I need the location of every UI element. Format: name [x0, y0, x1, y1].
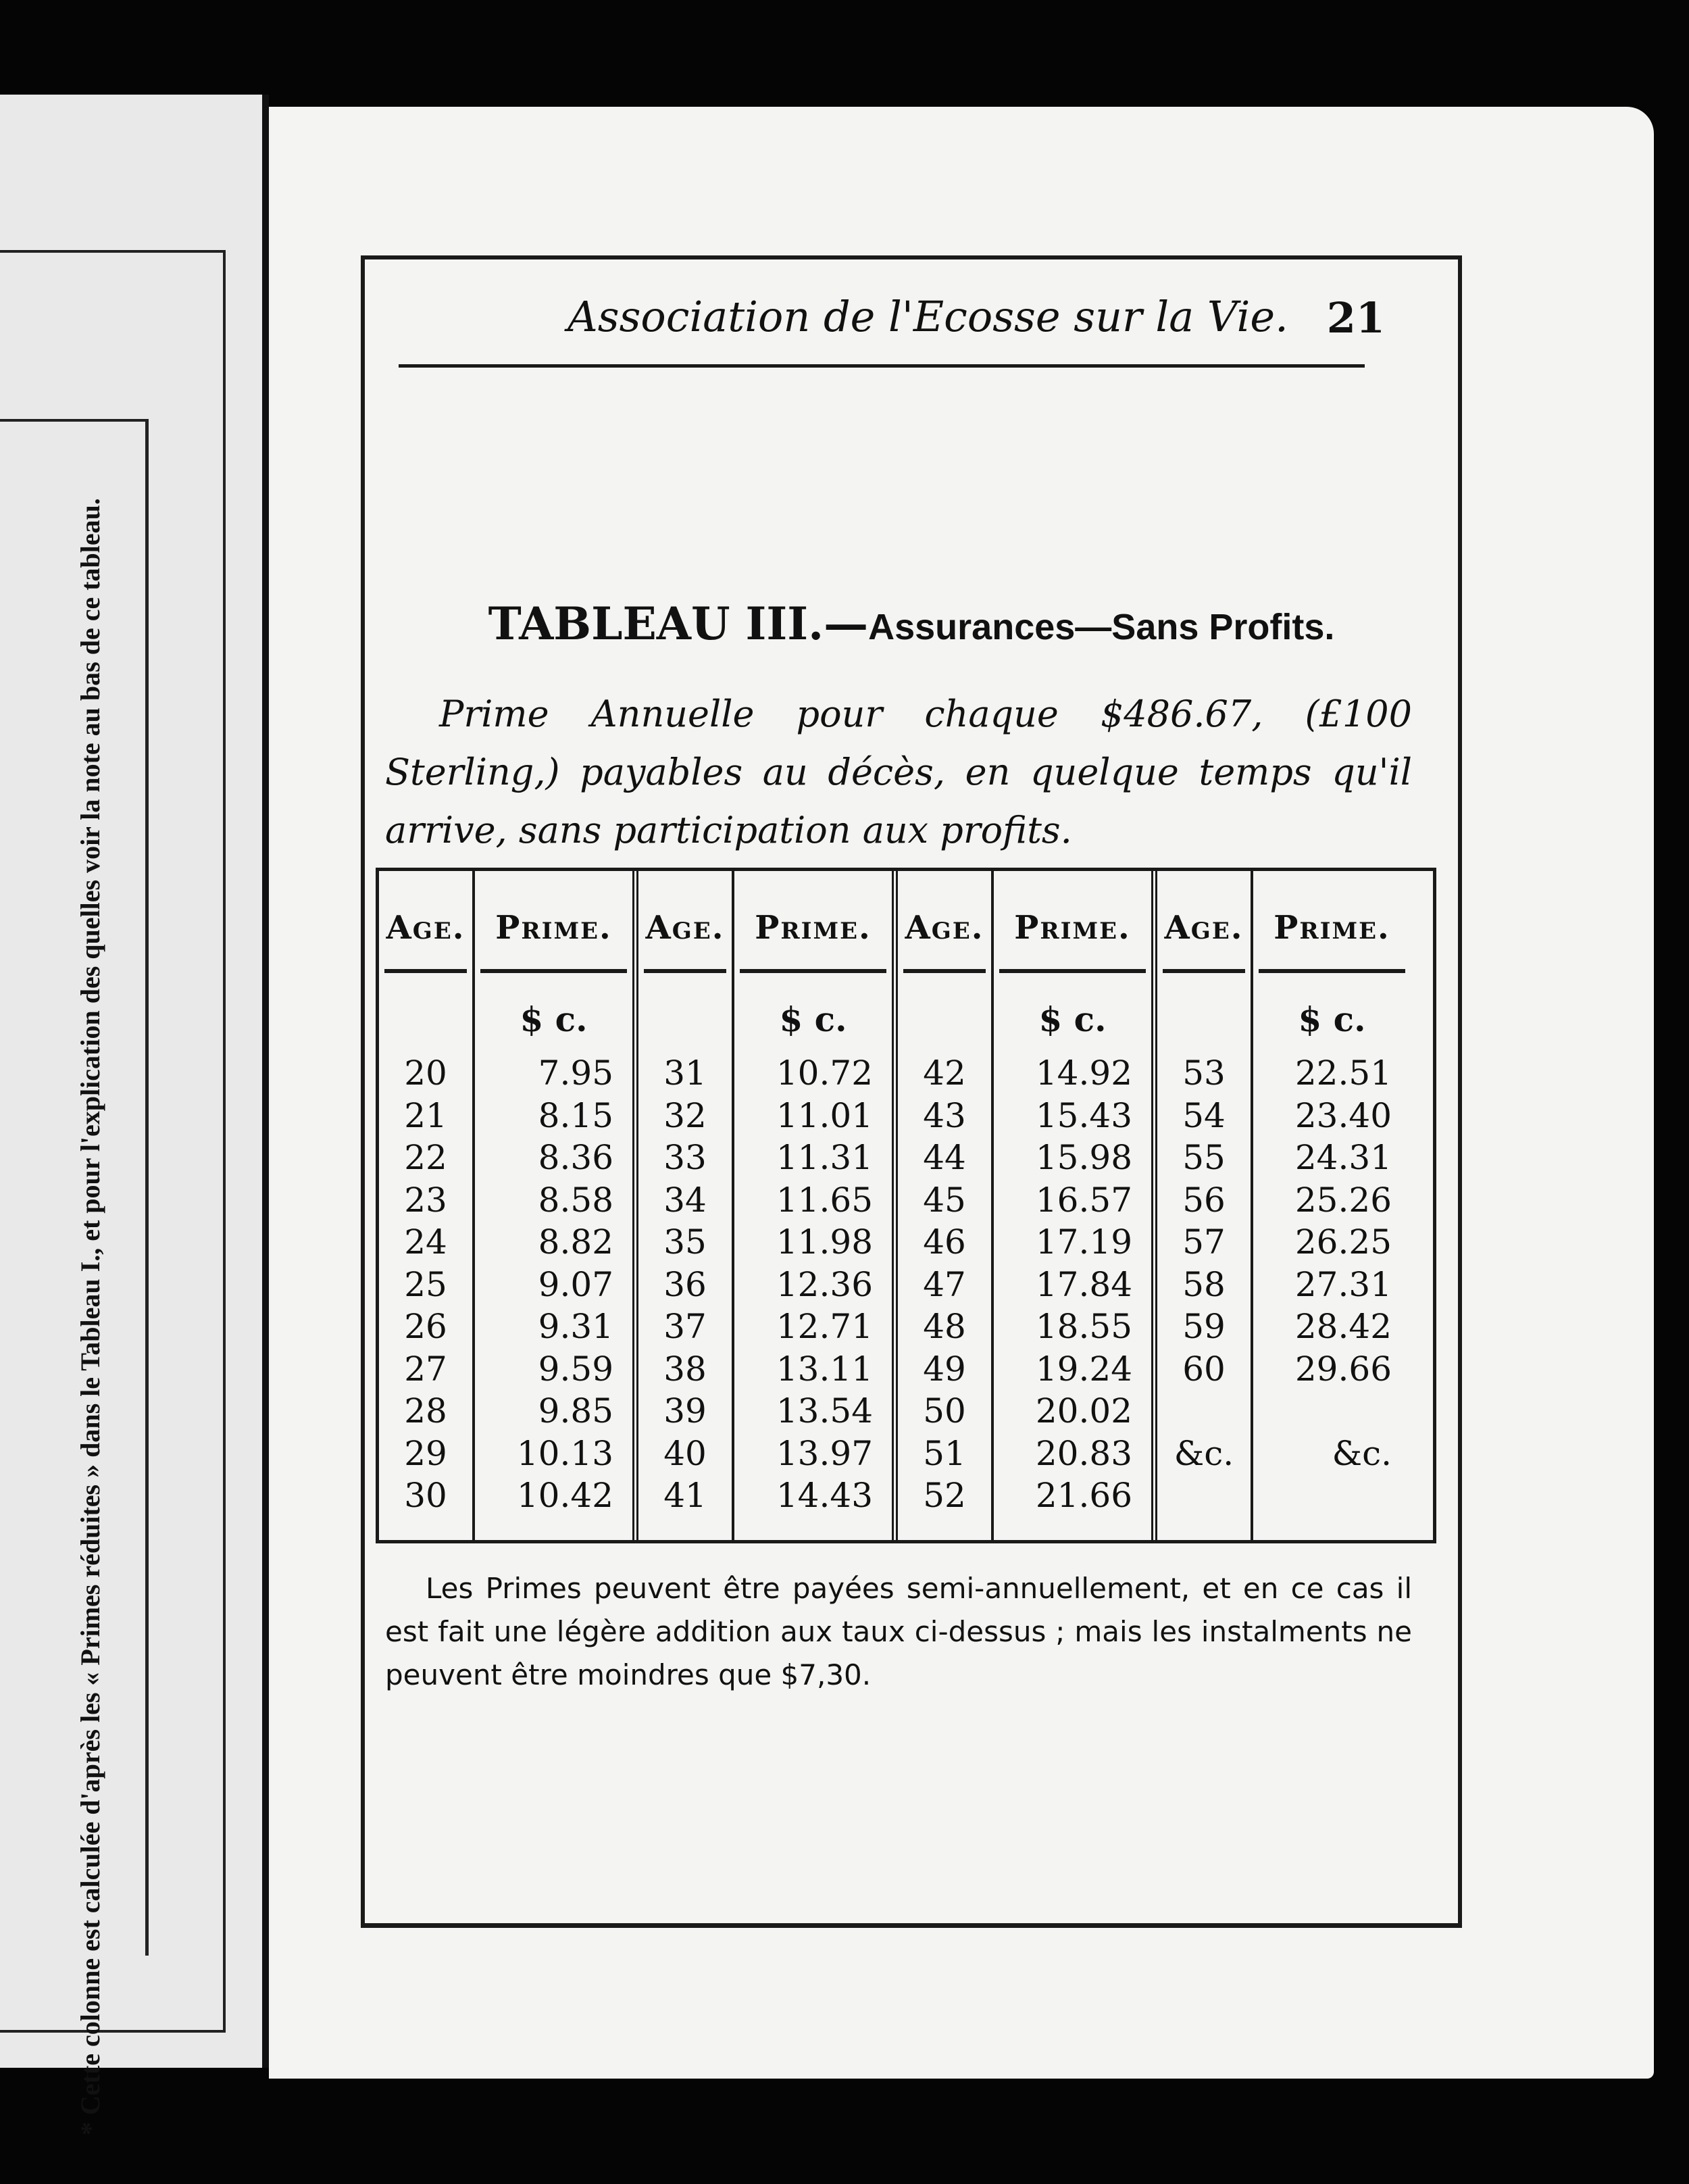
prime-cell: 7.95 [538, 1053, 613, 1093]
prime-cell: 18.55 [1035, 1307, 1132, 1346]
age-cell: 30 [404, 1476, 447, 1515]
currency-unit: $ c. [779, 999, 847, 1039]
prime-header: Prime. [1014, 909, 1131, 947]
age-column [379, 871, 475, 1540]
running-header [432, 278, 1398, 353]
prime-cell: 11.65 [776, 1180, 873, 1220]
header-rule [1259, 969, 1405, 973]
prime-cell: 28.42 [1294, 1307, 1392, 1346]
age-cells [379, 1052, 472, 1517]
book-gutter [262, 95, 269, 2068]
header-rule [1163, 969, 1245, 973]
age-cell: 60 [1182, 1349, 1226, 1389]
prime-cell: 10.13 [516, 1433, 613, 1473]
age-cell [1157, 1474, 1251, 1517]
age-cell: 53 [1182, 1053, 1226, 1093]
age-cell: 55 [1182, 1138, 1226, 1177]
prime-cell [1253, 1474, 1411, 1517]
prime-column [994, 871, 1151, 1540]
age-cell [1157, 1390, 1251, 1433]
page-frame [361, 255, 1462, 1928]
header-rule [999, 969, 1146, 973]
age-cell: 32 [663, 1095, 707, 1135]
table-title-main: TABLEAU III.— [488, 597, 869, 650]
age-cell: 59 [1182, 1307, 1226, 1346]
prime-cell: 17.84 [1035, 1264, 1132, 1304]
age-cell: 56 [1182, 1180, 1226, 1220]
age-cell: 52 [923, 1476, 966, 1515]
prime-cells [994, 1052, 1151, 1517]
prime-cell: 23.40 [1294, 1095, 1392, 1135]
age-cells [898, 1052, 991, 1517]
header-rule [399, 364, 1365, 368]
prime-cell: 26.25 [1294, 1222, 1392, 1262]
age-cell: 48 [923, 1307, 966, 1346]
age-cell: 43 [923, 1095, 966, 1135]
left-page [0, 95, 262, 2135]
currency-unit: $ c. [1038, 999, 1107, 1039]
age-cell: 45 [923, 1180, 966, 1220]
prime-cell: 8.36 [538, 1138, 613, 1177]
prime-column [1253, 871, 1411, 1540]
age-cell: 38 [663, 1349, 707, 1389]
prime-cell: 8.15 [538, 1095, 613, 1135]
age-cell: 44 [923, 1138, 966, 1177]
prime-cell: 13.54 [776, 1391, 873, 1431]
prime-cell: 19.24 [1035, 1349, 1132, 1389]
age-cell: 49 [923, 1349, 966, 1389]
prime-cell: &c. [1332, 1433, 1392, 1473]
prime-cell: 9.59 [538, 1349, 613, 1389]
prime-cell: 12.71 [776, 1307, 873, 1346]
prime-cell: 9.85 [538, 1391, 613, 1431]
prime-cell: 9.31 [538, 1307, 613, 1346]
table-block-3 [892, 871, 1151, 1540]
age-cell: 28 [404, 1391, 447, 1431]
page-number: 21 [1326, 293, 1385, 343]
footer-note: Les Primes peuvent être payées semi-annuellement, et en ce cas il est fait une légère addition aux taux ci-dessus ; mais les instalments ne peuvent être moindres que $7,30. [385, 1572, 1412, 1691]
age-header: Age. [1164, 909, 1244, 947]
table-intro: Prime Annuelle pour chaque $486.67, (£100 Sterling,) payables au décès, en quelque temps qu'il arrive, sans participation aux profits. [385, 693, 1412, 851]
age-cell: 37 [663, 1307, 707, 1346]
prime-cells [1253, 1052, 1411, 1517]
prime-cell: 27.31 [1294, 1264, 1392, 1304]
prime-column [475, 871, 632, 1540]
age-cells [638, 1052, 732, 1517]
prime-cell: 20.83 [1035, 1433, 1132, 1473]
age-cell: 29 [404, 1433, 447, 1473]
prime-cells [475, 1052, 632, 1517]
age-cell: 46 [923, 1222, 966, 1262]
prime-cell: 13.97 [776, 1433, 873, 1473]
age-cell: 31 [663, 1053, 707, 1093]
age-cell: 39 [663, 1391, 707, 1431]
prime-cell: 9.07 [538, 1264, 613, 1304]
age-cell: 54 [1182, 1095, 1226, 1135]
prime-cell: 16.57 [1035, 1180, 1132, 1220]
age-cell: 20 [404, 1053, 447, 1093]
premium-table [376, 868, 1436, 1543]
table-title [365, 597, 1458, 650]
header-rule [480, 969, 627, 973]
prime-cell: 10.72 [776, 1053, 873, 1093]
prime-cell: 8.82 [538, 1222, 613, 1262]
table-block-4 [1151, 871, 1411, 1540]
left-page-footnote: * Cette colonne est calculée d'après les « Primes réduites » dans le Tableau I., et pour l'explication des quelles voir la note au bas de ce tableau. [75, 498, 105, 2135]
header-rule [903, 969, 986, 973]
age-header: Age. [905, 909, 984, 947]
prime-cell: 14.43 [776, 1476, 873, 1515]
prime-cells [734, 1052, 892, 1517]
age-cell: 33 [663, 1138, 707, 1177]
age-cell: 35 [663, 1222, 707, 1262]
prime-cell: 8.58 [538, 1180, 613, 1220]
age-column [638, 871, 734, 1540]
prime-header: Prime. [495, 909, 612, 947]
prime-cell: 22.51 [1294, 1053, 1392, 1093]
prime-cell: 24.31 [1294, 1138, 1392, 1177]
header-rule [644, 969, 726, 973]
age-cell: 47 [923, 1264, 966, 1304]
age-cell: 50 [923, 1391, 966, 1431]
age-cells [1157, 1052, 1251, 1517]
prime-cell: 12.36 [776, 1264, 873, 1304]
prime-header: Prime. [1274, 909, 1390, 947]
header-rule [740, 969, 886, 973]
prime-cell: 11.31 [776, 1138, 873, 1177]
age-cell: 36 [663, 1264, 707, 1304]
prime-header: Prime. [755, 909, 872, 947]
header-rule [384, 969, 467, 973]
age-cell: &c. [1174, 1433, 1234, 1473]
prime-cell: 29.66 [1294, 1349, 1392, 1389]
age-cell: 22 [404, 1138, 447, 1177]
prime-cell: 14.92 [1035, 1053, 1132, 1093]
prime-column [734, 871, 892, 1540]
prime-cell: 17.19 [1035, 1222, 1132, 1262]
age-cell: 24 [404, 1222, 447, 1262]
prime-cell: 11.98 [776, 1222, 873, 1262]
age-column [1157, 871, 1253, 1540]
prime-cell: 15.98 [1035, 1138, 1132, 1177]
table-block-2 [632, 871, 892, 1540]
age-cell: 25 [404, 1264, 447, 1304]
age-cell: 23 [404, 1180, 447, 1220]
prime-cell: 15.43 [1035, 1095, 1132, 1135]
prime-cell: 25.26 [1294, 1180, 1392, 1220]
age-header: Age. [645, 909, 725, 947]
age-cell: 51 [923, 1433, 966, 1473]
prime-cell: 10.42 [516, 1476, 613, 1515]
age-header: Age. [386, 909, 465, 947]
age-cell: 41 [663, 1476, 707, 1515]
prime-cell [1253, 1390, 1411, 1433]
age-cell: 57 [1182, 1222, 1226, 1262]
age-cell: 34 [663, 1180, 707, 1220]
age-column [898, 871, 994, 1540]
currency-unit: $ c. [520, 999, 588, 1039]
age-cell: 42 [923, 1053, 966, 1093]
table-title-sub: Assurances—Sans Profits. [868, 607, 1335, 647]
prime-cell: 20.02 [1035, 1391, 1132, 1431]
age-cell: 26 [404, 1307, 447, 1346]
prime-cell: 13.11 [776, 1349, 873, 1389]
prime-cell: 11.01 [776, 1095, 873, 1135]
currency-unit: $ c. [1298, 999, 1366, 1039]
age-cell: 21 [404, 1095, 447, 1135]
age-cell: 40 [663, 1433, 707, 1473]
running-header-title: Association de l'Ecosse sur la Vie. [568, 292, 1288, 341]
age-cell: 27 [404, 1349, 447, 1389]
prime-cell: 21.66 [1035, 1476, 1132, 1515]
table-block-1 [379, 871, 632, 1540]
left-page-rotated-text [73, 378, 181, 2135]
age-cell: 58 [1182, 1264, 1226, 1304]
